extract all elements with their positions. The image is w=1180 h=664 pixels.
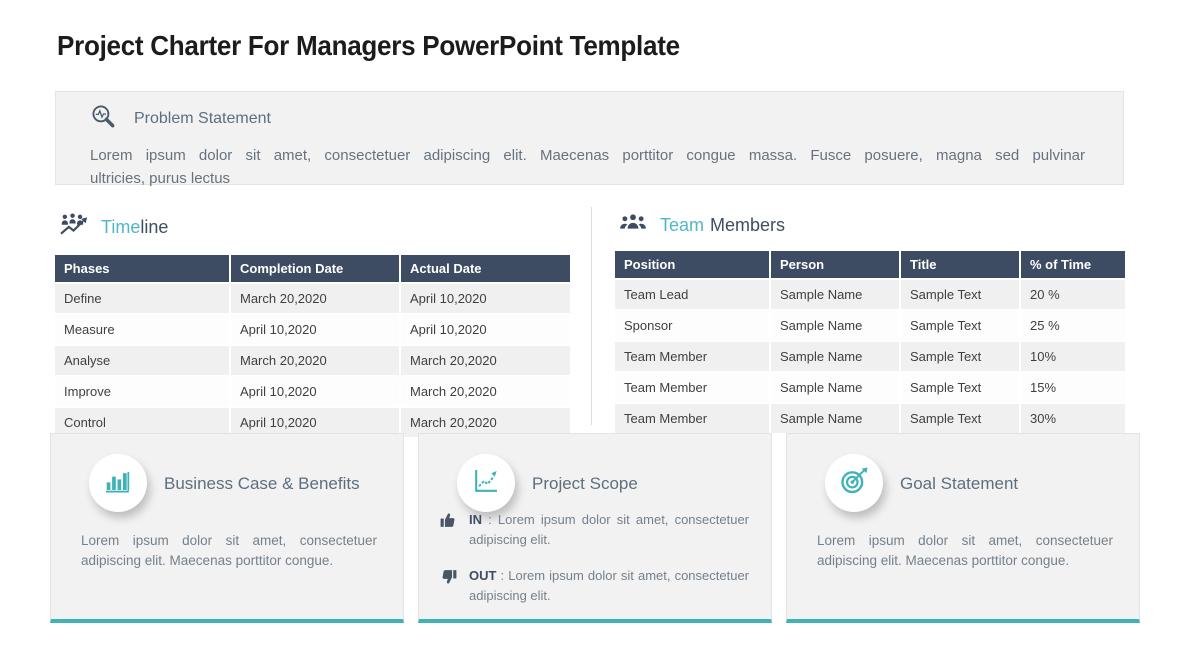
table-header-row — [615, 251, 1125, 279]
table-cell: March 20,2020 — [230, 283, 400, 314]
column-header: Phases — [55, 255, 230, 283]
table-cell: April 10,2020 — [230, 376, 400, 407]
table-cell: April 10,2020 — [400, 283, 570, 314]
table-cell: Sponsor — [615, 310, 770, 341]
problem-statement-heading: Problem Statement — [134, 110, 271, 127]
table-cell: March 20,2020 — [400, 407, 570, 437]
cards-row — [50, 433, 1140, 623]
thumbs-up-icon — [439, 511, 458, 536]
column-header: Position — [615, 251, 770, 279]
column-header: Title — [900, 251, 1020, 279]
scope-in-text: IN : Lorem ipsum dolor sit amet, consectetuer adipiscing elit. — [469, 512, 749, 547]
table-row — [615, 403, 1125, 433]
table-cell: Sample Text — [900, 279, 1020, 310]
team-members-heading — [619, 212, 1125, 238]
table-cell: April 10,2020 — [230, 314, 400, 345]
table-cell: March 20,2020 — [230, 345, 400, 376]
column-header: Person — [770, 251, 900, 279]
project-scope-card — [418, 433, 772, 623]
table-cell: Sample Text — [900, 403, 1020, 433]
line-chart-icon — [471, 466, 501, 501]
timeline-heading-label: Timeline — [101, 216, 169, 237]
table-cell: Sample Name — [770, 403, 900, 433]
table-cell: Team Member — [615, 372, 770, 403]
target-arrow-icon — [838, 465, 870, 502]
table-cell: Sample Name — [770, 341, 900, 372]
scope-list — [439, 510, 749, 622]
table-cell: March 20,2020 — [400, 345, 570, 376]
table-cell: Sample Name — [770, 372, 900, 403]
icon-badge — [457, 454, 515, 512]
timeline-heading — [59, 212, 570, 242]
table-cell: Sample Text — [900, 341, 1020, 372]
team-members-section — [615, 212, 1125, 433]
card-title: Business Case & Benefits — [164, 474, 360, 493]
table-cell: 10% — [1020, 341, 1125, 372]
problem-statement-line1: Lorem ipsum dolor sit amet, consectetuer adipiscing elit. Maecenas porttitor congue massa. Fusce posuere, magna sed pulvinar — [90, 147, 1085, 164]
team-group-icon — [619, 212, 647, 238]
table-row — [55, 314, 570, 345]
table-row — [55, 376, 570, 407]
icon-badge — [89, 454, 147, 512]
table-row — [55, 283, 570, 314]
table-cell: 15% — [1020, 372, 1125, 403]
table-cell: March 20,2020 — [400, 376, 570, 407]
table-cell: Measure — [55, 314, 230, 345]
card-body: Lorem ipsum dolor sit amet, consectetuer adipiscing elit. Maecenas porttitor congue. — [81, 533, 377, 569]
table-cell: Sample Name — [770, 279, 900, 310]
table-header-row — [55, 255, 570, 283]
scope-out-text: OUT : Lorem ipsum dolor sit amet, consectetuer adipiscing elit. — [469, 568, 750, 603]
table-cell: Control — [55, 407, 230, 437]
icon-badge — [825, 454, 883, 512]
team-members-table — [615, 251, 1125, 433]
table-cell: Team Member — [615, 403, 770, 433]
goal-statement-card — [786, 433, 1140, 623]
business-case-card — [50, 433, 404, 623]
table-cell: Sample Text — [900, 310, 1020, 341]
card-title: Goal Statement — [900, 474, 1019, 493]
table-row — [55, 345, 570, 376]
vertical-divider — [591, 207, 592, 425]
table-cell: Sample Text — [900, 372, 1020, 403]
bar-chart-icon — [103, 466, 133, 501]
problem-statement-body — [90, 144, 1085, 191]
card-title: Project Scope — [532, 474, 638, 493]
table-row — [615, 341, 1125, 372]
scope-in-item — [439, 510, 749, 549]
table-cell: Team Member — [615, 341, 770, 372]
table-cell: Sample Name — [770, 310, 900, 341]
table-row — [615, 372, 1125, 403]
team-members-heading-label: Team Members — [660, 214, 786, 235]
thumbs-down-icon — [439, 567, 458, 592]
table-row — [615, 279, 1125, 310]
table-cell: 20 % — [1020, 279, 1125, 310]
table-cell: 25 % — [1020, 310, 1125, 341]
magnifier-pulse-icon — [90, 103, 117, 135]
table-cell: April 10,2020 — [400, 314, 570, 345]
table-cell: Define — [55, 283, 230, 314]
column-header: Actual Date — [400, 255, 570, 283]
scope-out-item — [439, 566, 749, 605]
card-body: Lorem ipsum dolor sit amet, consectetuer adipiscing elit. Maecenas porttitor congue. — [817, 533, 1113, 569]
column-header: Completion Date — [230, 255, 400, 283]
table-cell: Team Lead — [615, 279, 770, 310]
table-cell: Improve — [55, 376, 230, 407]
people-trend-arrow-icon — [59, 212, 88, 242]
timeline-section — [55, 212, 570, 437]
problem-statement-line2: ultricies, purus lectus — [90, 170, 231, 188]
problem-statement-header — [90, 103, 1123, 135]
table-cell: Analyse — [55, 345, 230, 376]
page-title: Project Charter For Managers PowerPoint Template — [57, 30, 680, 61]
problem-statement-panel — [55, 91, 1124, 188]
table-cell: April 10,2020 — [230, 407, 400, 437]
column-header: % of Time — [1020, 251, 1125, 279]
table-row — [615, 310, 1125, 341]
table-cell: 30% — [1020, 403, 1125, 433]
timeline-table — [55, 255, 570, 437]
